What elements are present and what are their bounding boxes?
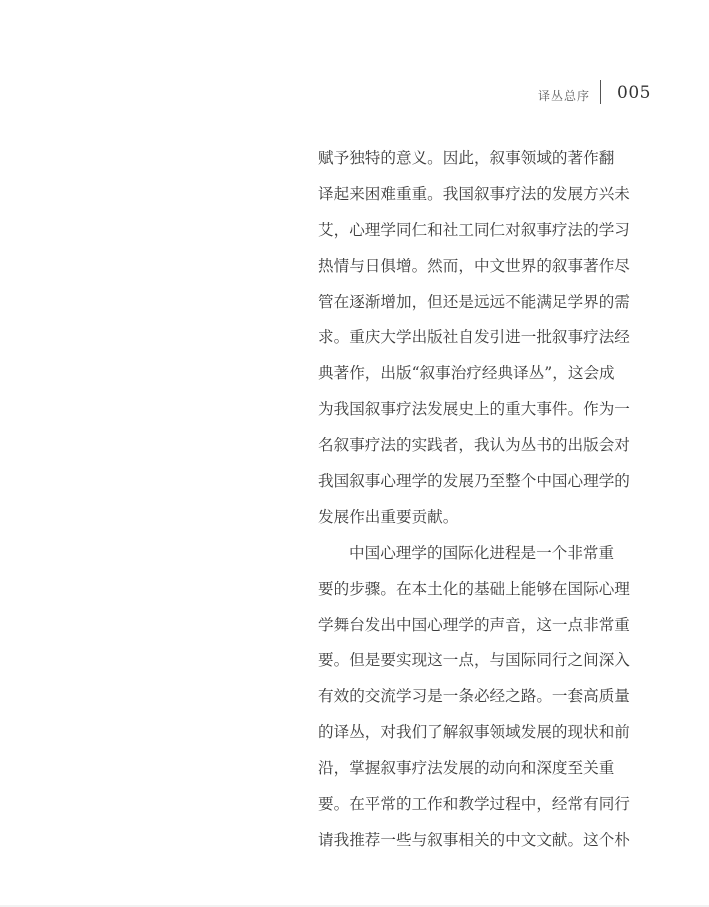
- text-line: 要。在平常的工作和教学过程中，经常有同行: [318, 795, 630, 814]
- body-text: [318, 144, 628, 862]
- paragraph-first-line: 中国心理学的国际化进程是一个非常重: [349, 543, 615, 562]
- text-line: 的译丛，对我们了解叙事领域发展的现状和前: [318, 723, 630, 742]
- text-line: 要。但是要实现这一点，与国际同行之间深入: [318, 651, 630, 670]
- running-header-title: 译丛总序: [538, 88, 591, 103]
- text-line: 管在逐渐增加，但还是远远不能满足学界的需: [318, 292, 630, 311]
- text-line: 要的步骤。在本土化的基础上能够在国际心理: [318, 579, 630, 598]
- page-number: 005: [617, 83, 651, 103]
- header-divider: [600, 80, 601, 104]
- text-line: 名叙事疗法的实践者，我认为丛书的出版会对: [318, 436, 630, 455]
- text-line: 艾，心理学同仁和社工同仁对叙事疗法的学习: [318, 220, 630, 239]
- text-line: 发展作出重要贡献。: [318, 507, 459, 526]
- text-line: 求。重庆大学出版社自发引进一批叙事疗法经: [318, 328, 630, 347]
- text-line: 学舞台发出中国心理学的声音，这一点非常重: [318, 615, 630, 634]
- text-line: 请我推荐一些与叙事相关的中文文献。这个朴: [318, 830, 630, 849]
- text-line: 译起来困难重重。我国叙事疗法的发展方兴未: [318, 184, 630, 203]
- text-line: 为我国叙事疗法发展史上的重大事件。作为一: [318, 400, 630, 419]
- running-header: [538, 80, 651, 104]
- text-line: 沿，掌握叙事疗法发展的动向和深度至关重: [318, 759, 615, 778]
- text-line: 有效的交流学习是一条必经之路。一套高质量: [318, 687, 630, 706]
- text-line: 典著作，出版“叙事治疗经典译丛”，这会成: [318, 364, 615, 383]
- text-line: 热情与日俱增。然而，中文世界的叙事著作尽: [318, 256, 630, 275]
- text-line: 赋予独特的意义。因此，叙事领域的著作翻: [318, 149, 615, 167]
- text-line: 我国叙事心理学的发展乃至整个中国心理学的: [318, 472, 630, 491]
